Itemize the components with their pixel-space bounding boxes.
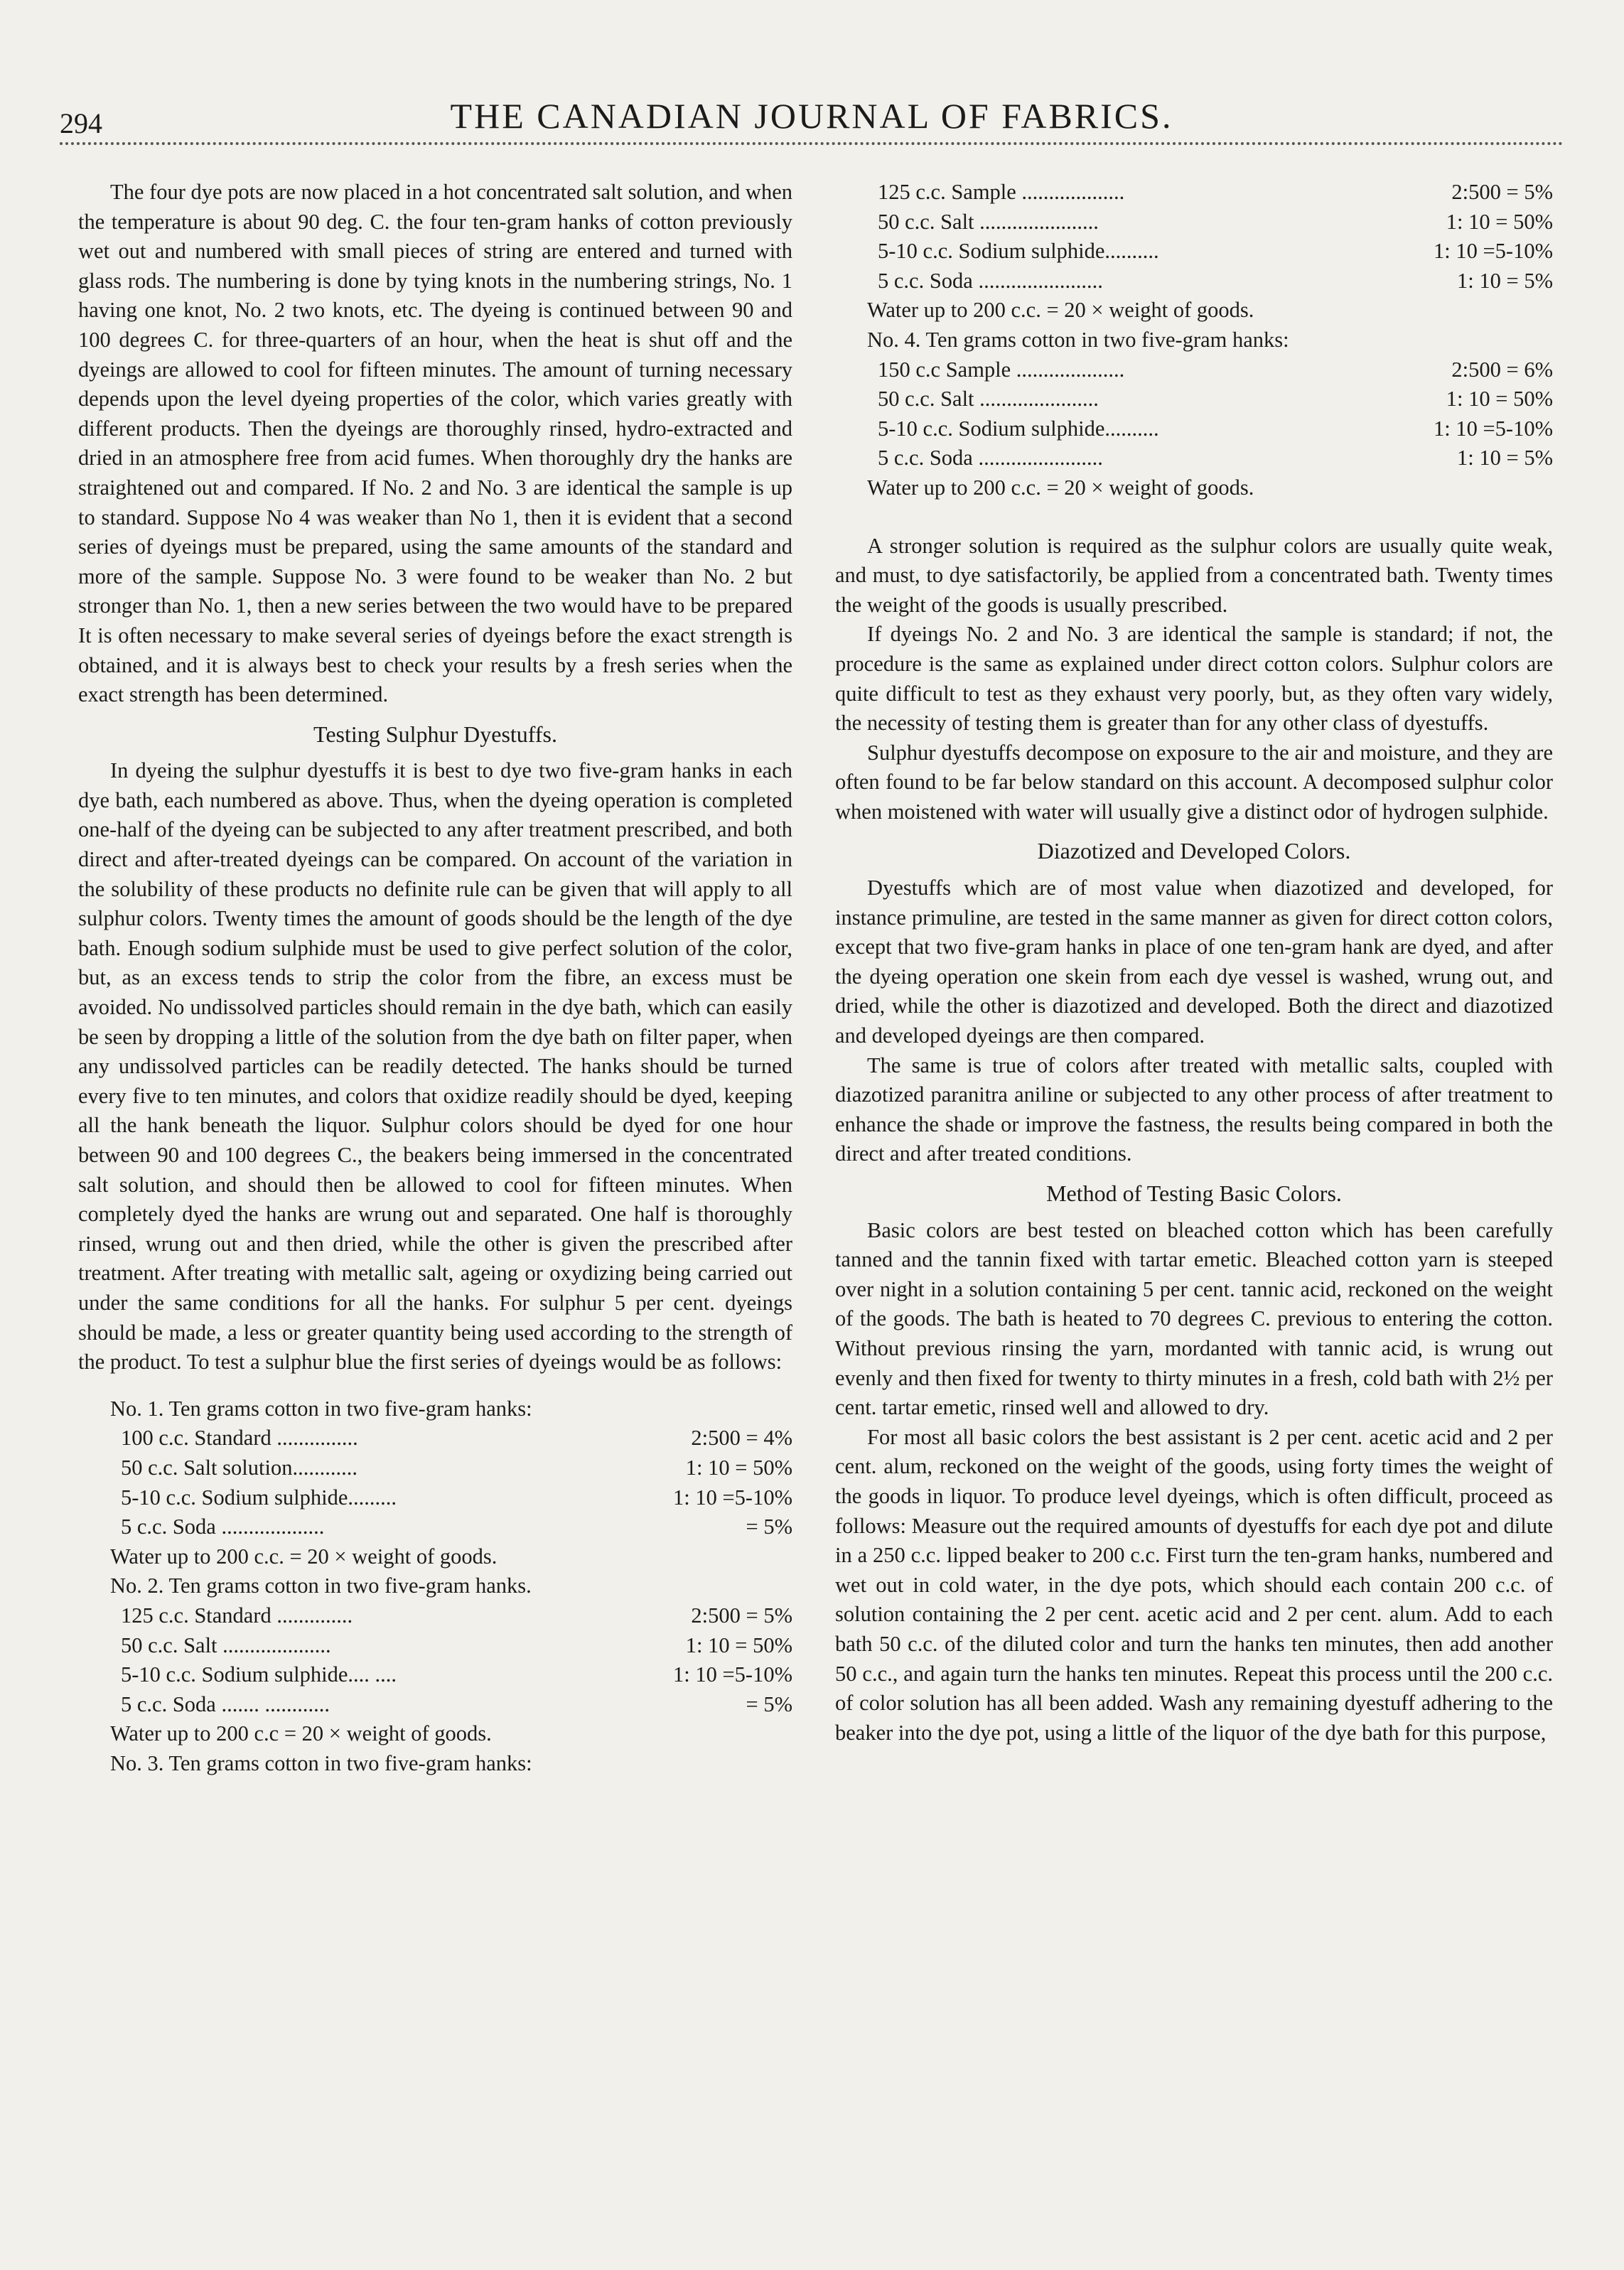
recipe-line	[878, 267, 1553, 296]
recipe-lines	[78, 1601, 792, 1719]
recipe-title: No. 3. Ten grams cotton in two five-gram hanks:	[110, 1750, 532, 1775]
recipe-ratio: 1: 10 = 5%	[1457, 446, 1553, 470]
right-column	[835, 178, 1553, 1748]
recipe-ingredient: 50 c.c. Salt ......................	[878, 209, 1099, 234]
recipe-ingredient: 100 c.c. Standard ...............	[121, 1426, 358, 1451]
recipe-line	[121, 1424, 792, 1453]
recipe-ratio: 1: 10 =5-10%	[673, 1485, 792, 1510]
recipe-ingredient: 125 c.c. Standard ..............	[121, 1603, 353, 1628]
recipe-line	[878, 384, 1553, 414]
page-header	[60, 85, 1564, 149]
recipe-line	[121, 1660, 792, 1690]
section-heading-sulphur: Testing Sulphur Dyestuffs.	[313, 721, 557, 747]
recipe-line	[121, 1483, 792, 1513]
paragraph: For most all basic colors the best assistant is 2 per cent. acetic acid and 2 per cent. alum, reckoned on the weight of the goods, using forty times the weight of the goods in liquor. To produce level dyeings, which is often difficult, proceed as follows: Measure out the required amounts of dyestuffs for each dye pot and dilute in a 250 c.c. lipped beaker to 200 c.c. First turn the ten-gram hanks, numbered and wet out in cold water, in the dye pots, which should each contain 200 c.c. of solution containing the 2 per cent. acetic acid and 2 per cent. alum. Add to each bath 50 c.c. of the diluted color and turn the hanks ten minutes, then add another 50 c.c., and again turn the hanks ten minutes. Repeat this process until the 200 c.c. of color solution has all been added. Wash any remaining dyestuff adhering to the beaker into the dye pot, using a little of the liquor of the dye bath for this purpose,	[835, 1424, 1553, 1745]
paragraph: In dyeing the sulphur dyestuffs it is best to dye two five-gram hanks in each dye bath, each numbered as above. Thus, when the dyeing operation is completed one-half of the dyeing can be subjected to any after treatment prescribed, and both direct and after-treated dyeings can be compared. On account of the variation in the solubility of these products no definite rule can be given that will apply to all sulphur colors. Twenty times the amount of goods should be the length of the dye bath. Enough sodium sulphide must be used to give perfect solution of the color, but, as an excess tends to strip the color from the fibre, an excess must be avoided. No undissolved particles should remain in the dye bath, which can easily be seen by dropping a little of the solution from the dye bath on filter paper, when any undissolved particles can be readily detected. The hanks should be turned every five to ten minutes, and colors that oxidize readily should be dyed, keeping all the hank beneath the liquor. Sulphur colors should be dyed for one hour between 90 and 100 degrees C., the beakers being immersed in the concentrated salt solution, and should then be allowed to cool for fifteen minutes. When completely dyed the hanks are wrung out and separated. One half is thoroughly rinsed, wrung out and then dried, while the other is given the prescribed after treatment. After treating with metallic salt, ageing or oxydizing being carried out under the same conditions for all the hanks. For sulphur 5 per cent. dyeings should be made, a less or greater quantity being used according to the strength of the product. To test a sulphur blue the first series of dyeings would be as follows:	[78, 758, 792, 1375]
recipe-list	[835, 178, 1553, 503]
recipe-line	[878, 355, 1553, 385]
recipe-ratio: = 5%	[746, 1515, 792, 1539]
recipe-ingredient: 150 c.c Sample ....................	[878, 357, 1125, 382]
recipe-ingredient: 5-10 c.c. Sodium sulphide.... ....	[121, 1662, 397, 1687]
recipe-ingredient: 5 c.c. Soda ...................	[121, 1515, 325, 1539]
paragraph: Dyestuffs which are of most value when diazotized and developed, for instance primuline, are tested in the same manner as given for direct cotton colors, except that two five-gram hanks in place of one ten-gram hank are dyed, and after the dyeing operation one skein from each dye vessel is washed, wrung out, and dried, while the other is diazotized and developed. Both the direct and diazotized and developed dyeings are then compared.	[835, 876, 1553, 1048]
recipe-ratio: 1: 10 = 50%	[685, 1632, 792, 1657]
recipe-ingredient: 125 c.c. Sample ...................	[878, 180, 1125, 204]
paragraph: If dyeings No. 2 and No. 3 are identical the sample is standard; if not, the procedure is the same as explained under direct cotton colors. Sulphur colors are quite difficult to test as they exhaust very poorly, but, as they often vary widely, the necessity of testing them is greater than for any other class of dyestuffs.	[835, 622, 1553, 736]
recipe-ingredient: 5 c.c. Soda .......................	[878, 268, 1103, 293]
recipe-ingredient: 5 c.c. Soda .......................	[878, 446, 1103, 470]
recipe-ingredient: 50 c.c. Salt ....................	[121, 1632, 331, 1657]
recipe-lines	[835, 355, 1553, 473]
recipe-note: Water up to 200 c.c = 20 × weight of goods.	[110, 1721, 492, 1746]
paragraph: Basic colors are best tested on bleached cotton which has been carefully tanned and the tannin fixed with tartar emetic. Bleached cotton yarn is steeped over night in a solution containing 5 per cent. tannic acid, reckoned on the weight of the goods. The bath is heated to 70 degrees C. previous to entering the cotton. Without previous rinsing the yarn, mordanted with tannic acid, is wrung out evenly and then fixed for twenty to thirty minutes in a fresh, cold bath with 2½ per cent. tartar emetic, rinsed well and allowed to dry.	[835, 1217, 1553, 1420]
recipe-line	[878, 443, 1553, 473]
paragraph: The four dye pots are now placed in a hot concentrated salt solution, and when the temperature is about 90 deg. C. the four ten-gram hanks of cotton previously wet out and numbered with small pieces of string are entered and turned with glass rods. The numbering is done by tying knots in the numbering strings, No. 1 having one knot, No. 2 two knots, etc. The dyeing is continued between 90 and 100 degrees C. for three-quarters of an hour, when the heat is shut off and the dyeings are allowed to cool for fifteen minutes. The amount of turning necessary depends upon the level dyeing properties of the color, which varies greatly with different products. Then the dyeings are thoroughly rinsed, hydro-extracted and dried in an atmosphere free from acid fumes. When thoroughly dry the hanks are straightened out and compared. If No. 2 and No. 3 are identical the sample is up to standard. Suppose No 4 was weaker than No 1, then it is evident that a second series of dyeings must be prepared, using the same amounts of the standard and more of the sample. Suppose No. 3 were found to be weaker than No. 2 but stronger than No. 1, then a new series between the two would have to be prepared It is often necessary to make several series of dyeings before the exact strength is obtained, and it is always best to check your results by a fresh series when the exact strength has been determined.	[78, 180, 792, 707]
recipe-line	[121, 1601, 792, 1631]
recipe-line	[878, 237, 1553, 267]
paragraph: A stronger solution is required as the sulphur colors are usually quite weak, and must, to dye satisfactorily, be applied from a concentrated bath. Twenty times the weight of the goods is usually prescribed.	[835, 533, 1553, 617]
page-number: 294	[60, 107, 102, 139]
recipe-ratio: 2:500 = 4%	[691, 1426, 792, 1451]
recipe-ratio: 1: 10 = 50%	[685, 1455, 792, 1480]
recipe-lines	[835, 178, 1553, 296]
recipe-ingredient: 5 c.c. Soda ....... ............	[121, 1691, 330, 1716]
journal-title: THE CANADIAN JOURNAL OF FABRICS.	[450, 96, 1173, 136]
recipe-title: No. 2. Ten grams cotton in two five-gram hanks.	[110, 1574, 532, 1598]
recipe-ratio: 1: 10 = 50%	[1446, 387, 1553, 411]
recipe-title: No. 1. Ten grams cotton in two five-gram hanks:	[110, 1396, 532, 1421]
recipe-ingredient: 50 c.c. Salt solution............	[121, 1455, 357, 1480]
recipe-lines	[78, 1424, 792, 1542]
recipe-ratio: 1: 10 =5-10%	[673, 1662, 792, 1687]
section-heading-diazotized: Diazotized and Developed Colors.	[1037, 838, 1351, 864]
recipe-ratio: 2:500 = 6%	[1451, 357, 1553, 382]
section-heading-basic: Method of Testing Basic Colors.	[1046, 1180, 1342, 1206]
paragraph: Sulphur dyestuffs decompose on exposure to the air and moisture, and they are often found to be far below standard on this account. A decomposed sulphur color when moistened with water will usually give a distinct odor of hydrogen sulphide.	[835, 740, 1553, 824]
recipe-list	[78, 1394, 792, 1779]
recipe-note: Water up to 200 c.c. = 20 × weight of goods.	[867, 475, 1254, 500]
recipe-note: Water up to 200 c.c. = 20 × weight of goods.	[110, 1544, 498, 1569]
recipe-ratio: 2:500 = 5%	[691, 1603, 792, 1628]
header-rule	[60, 142, 1564, 145]
recipe-ratio: 2:500 = 5%	[1451, 180, 1553, 204]
recipe-line	[121, 1631, 792, 1661]
recipe-ingredient: 5-10 c.c. Sodium sulphide..........	[878, 239, 1159, 264]
recipe-line	[121, 1453, 792, 1483]
recipe-line	[878, 414, 1553, 444]
recipe-line	[878, 208, 1553, 237]
recipe-ingredient: 50 c.c. Salt ......................	[878, 387, 1099, 411]
paragraph: The same is true of colors after treated with metallic salts, coupled with diazotized paranitra aniline or subjected to any other process of after treatment to enhance the shade or improve the fastness, the results being compared in both the direct and after treated conditions.	[835, 1053, 1553, 1166]
recipe-line	[121, 1690, 792, 1720]
recipe-ingredient: 5-10 c.c. Sodium sulphide..........	[878, 416, 1159, 441]
recipe-line	[121, 1512, 792, 1542]
recipe-title: No. 4. Ten grams cotton in two five-gram hanks:	[867, 327, 1289, 352]
recipe-ratio: 1: 10 =5-10%	[1434, 416, 1553, 441]
recipe-ratio: 1: 10 = 50%	[1446, 209, 1553, 234]
left-column	[78, 178, 792, 1778]
recipe-line	[878, 178, 1553, 208]
recipe-note: Water up to 200 c.c. = 20 × weight of goods.	[867, 298, 1254, 323]
recipe-ratio: = 5%	[746, 1691, 792, 1716]
recipe-ingredient: 5-10 c.c. Sodium sulphide.........	[121, 1485, 397, 1510]
recipe-ratio: 1: 10 = 5%	[1457, 268, 1553, 293]
recipe-ratio: 1: 10 =5-10%	[1434, 239, 1553, 264]
